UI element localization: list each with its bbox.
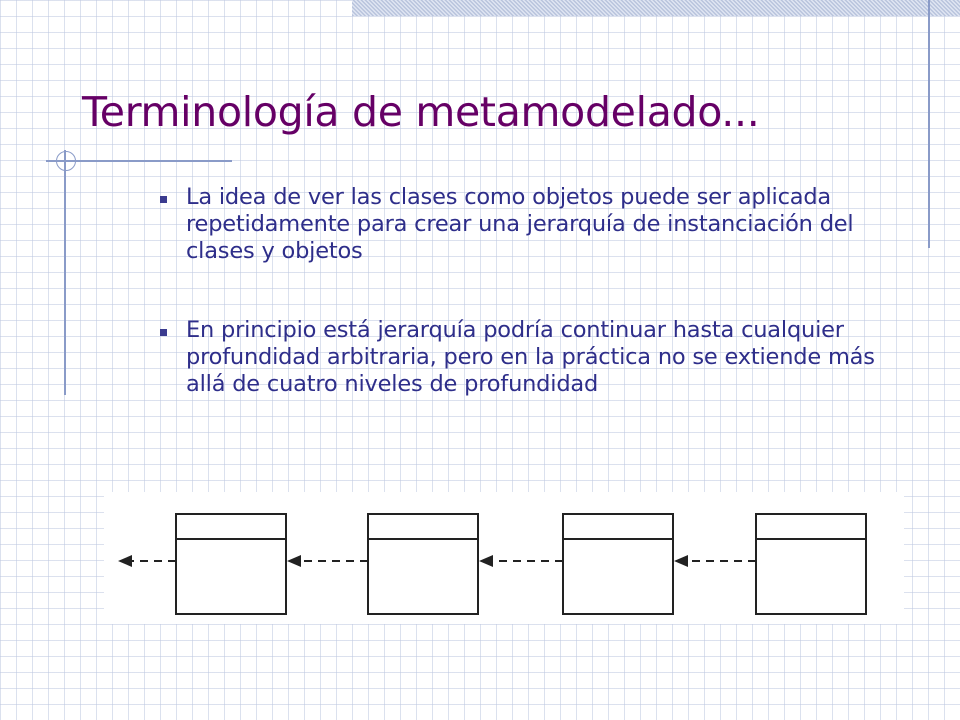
class-box (563, 514, 673, 614)
decor-vertical-line-left (64, 150, 66, 395)
class-box (756, 514, 866, 614)
instantiation-diagram (104, 492, 904, 624)
top-pattern-band (352, 0, 960, 16)
bullet-item (158, 317, 918, 398)
square-bullet-icon (160, 329, 167, 336)
slide-title: Terminología de metamodelado... (82, 88, 760, 136)
decor-vertical-line-right (928, 0, 930, 248)
class-box (368, 514, 478, 614)
bullet-item (158, 184, 918, 265)
bullet-list (158, 184, 918, 398)
decor-circle (56, 151, 76, 171)
class-box (176, 514, 286, 614)
square-bullet-icon (160, 196, 167, 203)
bullet-text: La idea de ver las clases como objetos puede ser aplicada repetidamente para crear una jerarquía de instanciación del clases y objetos (186, 184, 854, 264)
bullet-text: En principio está jerarquía podría continuar hasta cualquier profundidad arbitraria, pero en la práctica no se extiende más allá de cuatro niveles de profundidad (186, 317, 875, 397)
